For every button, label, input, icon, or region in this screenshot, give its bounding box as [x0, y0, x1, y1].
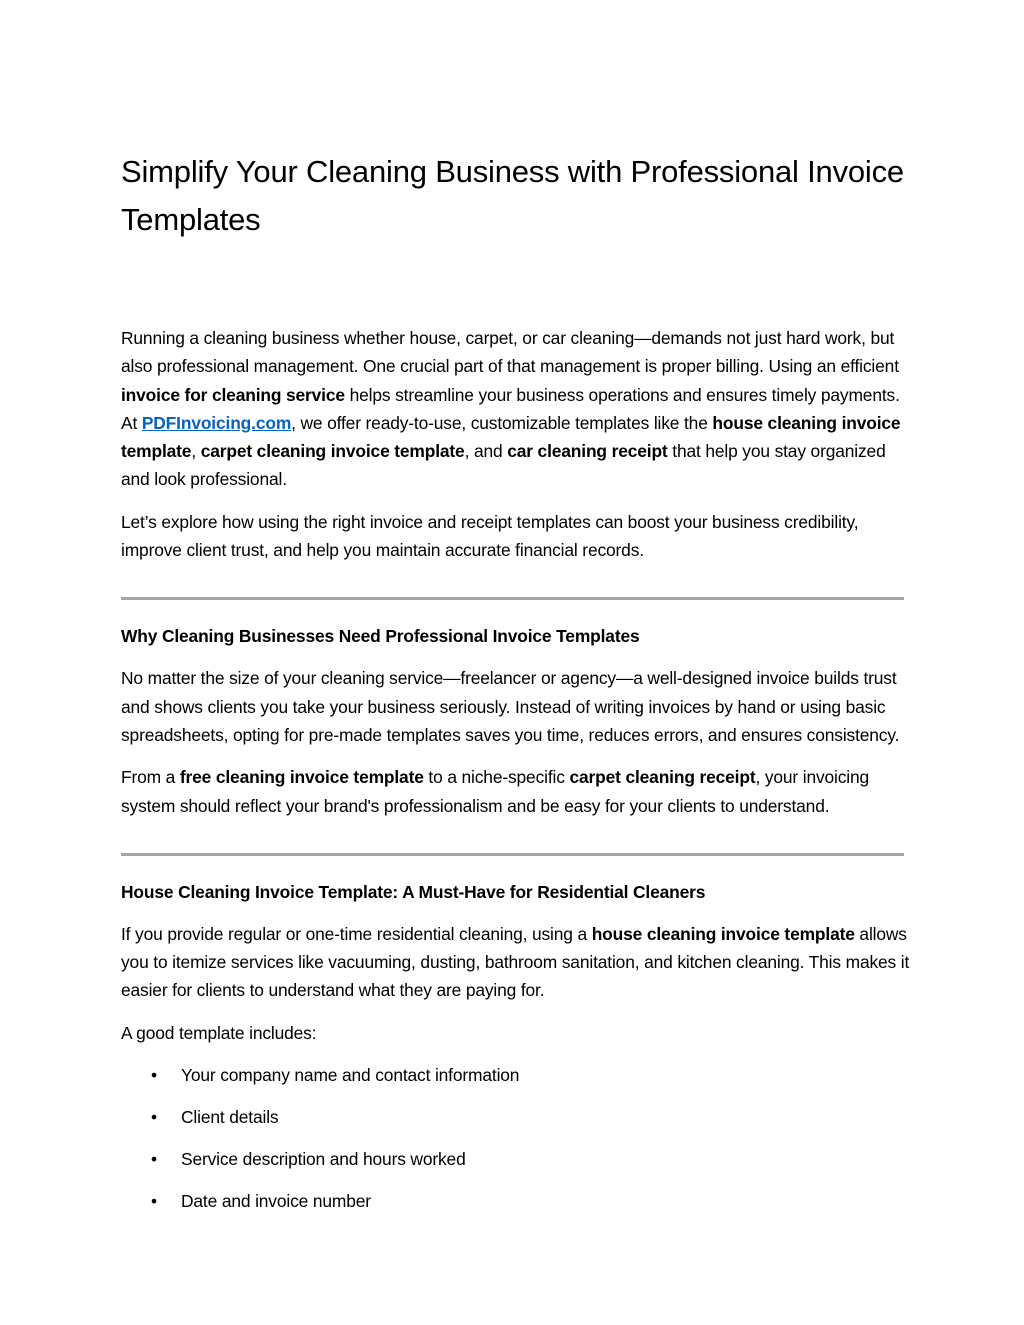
s1p2-bold-2: carpet cleaning receipt	[569, 767, 756, 788]
intro-paragraph-1	[121, 324, 911, 494]
bullet-icon: •	[151, 1065, 157, 1086]
s1p2-text-3: , your invoicing system should reflect your brand's professionalism and be easy for your clients to understand.	[121, 767, 870, 816]
intro-paragraph-2: Let’s explore how using the right invoice and receipt templates can boost your business credibility, improve client trust, and help you maintain accurate financial records.	[121, 511, 859, 561]
intro-bold-2: house cleaning invoice template	[121, 412, 901, 462]
intro-text-4: ,	[191, 441, 201, 462]
intro-text-3: , we offer ready-to-use, customizable templates like the	[291, 412, 713, 433]
intro-text-2: helps streamline your business operations and ensures timely payments. At	[121, 384, 900, 433]
document-body	[121, 148, 911, 1215]
intro-text-1: Running a cleaning business whether house, carpet, or car cleaning—demands not just hard work, but also professional management. One crucial part of that management is proper billing. Using an efficient	[121, 328, 899, 377]
section1-heading: Why Cleaning Businesses Need Professional Invoice Templates	[121, 626, 640, 647]
s2p1-text-1: If you provide regular or one-time residential cleaning, using a	[121, 923, 592, 944]
intro-text-6: that help you stay organized and look professional.	[121, 441, 886, 490]
section-divider-1	[121, 597, 904, 600]
section1-paragraph-2	[121, 763, 911, 820]
s2p1-text-2: allows you to itemize services like vacuuming, dusting, bathroom sanitation, and kitchen cleaning. This makes it easier for clients to understand what they are paying for.	[121, 923, 910, 1001]
page-title: Simplify Your Cleaning Business with Professional Invoice Templates	[121, 154, 904, 237]
intro-bold-1: invoice for cleaning service	[121, 384, 345, 405]
list-item: • Client details	[121, 1103, 911, 1131]
bullet-icon: •	[151, 1149, 157, 1170]
bullet-icon: •	[151, 1191, 157, 1212]
list-item: • Date and invoice number	[121, 1187, 911, 1215]
intro-bold-3: carpet cleaning invoice template	[200, 441, 465, 462]
s1p2-text-2: to a niche-specific	[423, 767, 570, 788]
pdfinvoicing-link[interactable]: PDFInvoicing.com	[141, 412, 292, 433]
s2p1-bold-1: house cleaning invoice template	[591, 923, 855, 944]
list-item: • Service description and hours worked	[121, 1145, 911, 1173]
s1p2-bold-1: free cleaning invoice template	[179, 767, 424, 788]
s1p2-text-1: From a	[121, 767, 180, 788]
section-divider-2	[121, 853, 904, 856]
section2-paragraph-2: A good template includes:	[121, 1022, 317, 1043]
bullet-icon: •	[151, 1107, 157, 1128]
intro-text-5: , and	[464, 441, 508, 462]
list-item: • Your company name and contact information	[121, 1061, 911, 1089]
section1-paragraph-1: No matter the size of your cleaning service—freelancer or agency—a well-designed invoice builds trust and shows clients you take your business seriously. Instead of writing invoices by hand or using basic spreadsheets, opting for pre-made templates saves you time, reduces errors, and ensures consistency.	[121, 668, 900, 745]
intro-bold-4: car cleaning receipt	[507, 441, 668, 462]
section2-heading: House Cleaning Invoice Template: A Must-Have for Residential Cleaners	[121, 881, 706, 902]
template-includes-list	[121, 1061, 911, 1215]
section2-paragraph-1	[121, 920, 911, 1005]
